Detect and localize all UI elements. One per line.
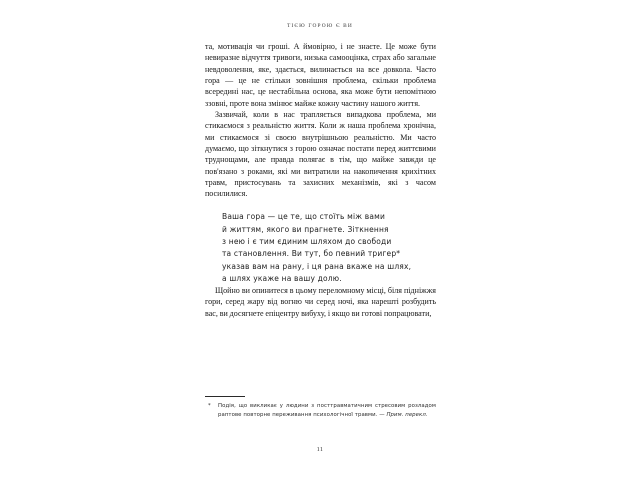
- pull-quote-line: з нею і є тим єдиним шляхом до свободи: [222, 236, 392, 246]
- footnote-definition: Подія, що викликає у людини з посттравматичним стресовим розладом раптове повторне переживання психологічної травми. —: [218, 403, 436, 418]
- body-paragraph: Щойно ви опинитеся в цьому переломному місці, біля підніжжя гори, серед жару від вогню чи серед ночі, яка нарешті розбудить вас, ви досягнете епіцентру вибуху, і якщо ви готові попрацювати,: [205, 286, 436, 318]
- page-number: 11: [316, 446, 324, 453]
- footnote-source: Прим. перекл.: [386, 411, 428, 418]
- pull-quote: [222, 211, 436, 285]
- footnote-body: [205, 402, 436, 419]
- pull-quote-line: та становлення. Ви тут, бо певний тригер*: [222, 249, 401, 259]
- pull-quote-line: Ваша гора — це те, що стоїть між вами: [222, 212, 386, 222]
- footnote-marker: *: [208, 403, 211, 409]
- pull-quote-line: указав вам на рану, і ця рана вкаже на шлях,: [222, 261, 412, 271]
- pull-quote-line: й життям, якого ви прагнете. Зіткнення: [222, 224, 389, 234]
- footnote-separator-rule: [205, 396, 245, 397]
- footnote-text: [218, 402, 436, 419]
- pull-quote-line: а шлях укаже на вашу долю.: [222, 273, 342, 283]
- text-column: [205, 41, 436, 319]
- footnote: [205, 396, 436, 419]
- body-paragraph: та, мотивація чи гроші. А ймовірно, і не знаєте. Це може бути невиразне відчуття тривоги, низька самооцінка, страх або загальне невдоволення, яке, здається, вилинається на все довкола. Часто гора — це не стільки зовнішня проблема, скільки проблема всередині нас, це нестабільна основа, яка може бути непомітною ззовні, проте вона змінює майже кожну частину нашого життя.: [205, 42, 436, 108]
- body-paragraph: Зазвичай, коли в нас трапляється випадкова проблема, ми стикаємося з реальністю життя. Коли ж наша проблема хронічна, ми стикаємося зі своєю внутрішньою реальністю. Ми часто думаємо, що зіткнутися з горою означає постати перед життєвими труднощами, але правда полягає в тім, що майже завжди це пов'язано з роками, які ми витратили на накопичення крихітних травм, пристосувань та захисних механізмів, які з часом посилилися.: [205, 110, 436, 199]
- running-head: ТІЄЮ ГОРОЮ Є ВИ: [287, 23, 353, 29]
